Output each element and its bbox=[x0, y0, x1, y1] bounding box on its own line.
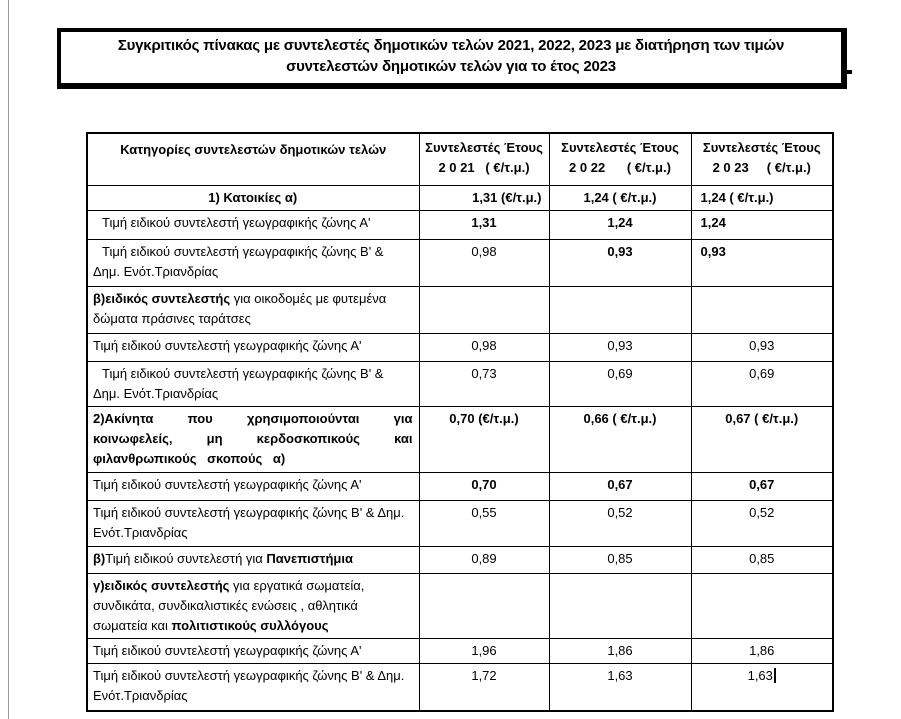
value-cell: 0,93 bbox=[691, 239, 833, 286]
category-text-bold: 2)Ακίνητα που χρησιμοποιούνται για κοινωφελείς, μη κερδοσκοπικούς και φιλανθρωπικούς σκοπούς α) bbox=[93, 410, 413, 466]
category-text-bold: β) bbox=[93, 550, 106, 566]
table-row bbox=[87, 638, 833, 663]
value-cell: 0,89 bbox=[419, 546, 549, 573]
value-cell: 1,63 bbox=[549, 663, 691, 711]
value-cell: 0,98 bbox=[419, 239, 549, 286]
value-cell bbox=[419, 286, 549, 333]
table-row bbox=[87, 500, 833, 546]
category-text-bold: Πανεπιστήμια bbox=[266, 550, 353, 566]
category-cell bbox=[87, 239, 419, 286]
category-text: Τιμή ειδικού συντελεστή γεωγραφικής ζώνης Α' bbox=[93, 337, 362, 353]
category-cell bbox=[87, 361, 419, 406]
rates-table bbox=[86, 132, 834, 712]
value-cell: 0,52 bbox=[691, 500, 833, 546]
category-text: Τιμή ειδικού συντελεστή γεωγραφικής ζώνης Α' bbox=[93, 642, 362, 658]
category-text-bold: πολιτιστικούς συλλόγους bbox=[171, 617, 329, 633]
table-row bbox=[87, 239, 833, 286]
table-row bbox=[87, 286, 833, 333]
value-cell: 0,66 ( €/τ.μ.) bbox=[549, 406, 691, 472]
value-cell: 0,70 bbox=[419, 472, 549, 500]
value-cell bbox=[691, 573, 833, 638]
column-header-year-2023 bbox=[691, 133, 833, 185]
title-line-2: συντελεστών δημοτικών τελών για το έτος 2023 bbox=[286, 58, 616, 75]
table-row bbox=[87, 663, 833, 711]
value-cell: 0,98 bbox=[419, 333, 549, 361]
table-row bbox=[87, 546, 833, 573]
value-cell: 0,67 bbox=[549, 472, 691, 500]
value-cell[interactable]: 1,63 bbox=[691, 663, 833, 711]
title-line-1: Συγκριτικός πίνακας με συντελεστές δημοτικών τελών 2021, 2022, 2023 με διατήρηση των τιμών bbox=[117, 37, 785, 54]
category-cell bbox=[87, 286, 419, 333]
category-text: για οικοδομές με φυτεμένα δώματα πράσινες ταράτσες bbox=[93, 290, 387, 326]
category-cell bbox=[87, 638, 419, 663]
table-row bbox=[87, 406, 833, 472]
category-cell bbox=[87, 500, 419, 546]
document-title bbox=[60, 31, 841, 83]
category-text: Τιμή ειδικού συντελεστή γεωγραφικής ζώνης Β' & Δημ. Ενότ.Τριανδρίας bbox=[93, 243, 384, 279]
header-line-1: Συντελεστές Έτους bbox=[561, 140, 679, 155]
value-cell: 0,70 (€/τ.μ.) bbox=[419, 406, 549, 472]
value-cell: 1,72 bbox=[419, 663, 549, 711]
table-row bbox=[87, 333, 833, 361]
value-cell: 0,85 bbox=[691, 546, 833, 573]
value-cell: 0,69 bbox=[549, 361, 691, 406]
title-box bbox=[57, 28, 847, 89]
category-text: Τιμή ειδικού συντελεστή γεωγραφικής ζώνης Α' bbox=[102, 214, 371, 230]
category-cell bbox=[87, 333, 419, 361]
category-text: Τιμή ειδικού συντελεστή γεωγραφικής ζώνης Β' & Δημ. Ενότ.Τριανδρίας bbox=[93, 365, 384, 401]
table-body bbox=[87, 185, 833, 711]
value-cell: 0,93 bbox=[691, 333, 833, 361]
table-row bbox=[87, 210, 833, 239]
text-cursor bbox=[774, 668, 776, 683]
value-cell: 0,67 ( €/τ.μ.) bbox=[691, 406, 833, 472]
category-text: για εργατικά σωματεία, συνδικάτα, συνδικαλιστικές ενώσεις , αθλητικά σωματεία και bbox=[93, 577, 365, 633]
category-text-bold: 1) Κατοικίες α) bbox=[208, 189, 298, 205]
category-text: Τιμή ειδικού συντελεστή γεωγραφικής ζώνης Β' & Δημ. Ενότ.Τριανδρίας bbox=[93, 504, 405, 540]
value-cell: 1,24 bbox=[691, 210, 833, 239]
value-cell bbox=[549, 286, 691, 333]
value-cell bbox=[691, 286, 833, 333]
value-cell: 1,24 ( €/τ.μ.) bbox=[691, 185, 833, 210]
page-edge-line bbox=[8, 0, 9, 719]
header-line-1: Συντελεστές Έτους bbox=[702, 140, 821, 155]
column-header-categories: Κατηγορίες συντελεστών δημοτικών τελών bbox=[87, 133, 419, 185]
value-cell: 1,86 bbox=[691, 638, 833, 663]
value-cell: 0,93 bbox=[549, 239, 691, 286]
table-row bbox=[87, 185, 833, 210]
value-cell: 1,31 (€/τ.μ.) bbox=[419, 185, 549, 210]
value-cell: 1,31 bbox=[419, 210, 549, 239]
category-cell bbox=[87, 663, 419, 711]
value-cell bbox=[419, 573, 549, 638]
value-cell: 1,86 bbox=[549, 638, 691, 663]
value-cell: 1,96 bbox=[419, 638, 549, 663]
table-row bbox=[87, 361, 833, 406]
column-header-year-2022 bbox=[549, 133, 691, 185]
category-cell bbox=[87, 472, 419, 500]
category-text: Τιμή ειδικού συντελεστή γεωγραφικής ζώνης Α' bbox=[93, 476, 362, 492]
header-line-2: 2 0 22 ( €/τ.μ.) bbox=[569, 160, 671, 175]
category-text: Τιμή ειδικού συντελεστή για bbox=[105, 550, 267, 566]
table-row bbox=[87, 573, 833, 638]
value-cell: 0,69 bbox=[691, 361, 833, 406]
category-cell bbox=[87, 406, 419, 472]
value-cell: 0,93 bbox=[549, 333, 691, 361]
header-line-1: Συντελεστές Έτους bbox=[425, 140, 543, 155]
category-cell bbox=[87, 546, 419, 573]
header-line-2: 2 0 23 ( €/τ.μ.) bbox=[712, 160, 811, 175]
value-cell: 1,24 ( €/τ.μ.) bbox=[549, 185, 691, 210]
table-header-row bbox=[87, 133, 833, 185]
category-text-bold: γ)ειδικός συντελεστής bbox=[93, 577, 230, 593]
value-cell: 0,85 bbox=[549, 546, 691, 573]
category-cell bbox=[87, 185, 419, 210]
value-cell: 0,67 bbox=[691, 472, 833, 500]
category-cell bbox=[87, 573, 419, 638]
title-box-shadow-tick bbox=[847, 70, 852, 74]
header-line-2: 2 0 21 ( €/τ.μ.) bbox=[438, 160, 530, 175]
value-cell: 0,73 bbox=[419, 361, 549, 406]
table-row bbox=[87, 472, 833, 500]
value-cell bbox=[549, 573, 691, 638]
category-text: Τιμή ειδικού συντελεστή γεωγραφικής ζώνης Β' & Δημ. Ενότ.Τριανδρίας bbox=[93, 667, 405, 703]
value-cell: 0,55 bbox=[419, 500, 549, 546]
value-cell: 0,52 bbox=[549, 500, 691, 546]
column-header-year-2021 bbox=[419, 133, 549, 185]
value-cell: 1,24 bbox=[549, 210, 691, 239]
category-cell bbox=[87, 210, 419, 239]
category-text-bold: β)ειδικός συντελεστής bbox=[93, 290, 231, 306]
